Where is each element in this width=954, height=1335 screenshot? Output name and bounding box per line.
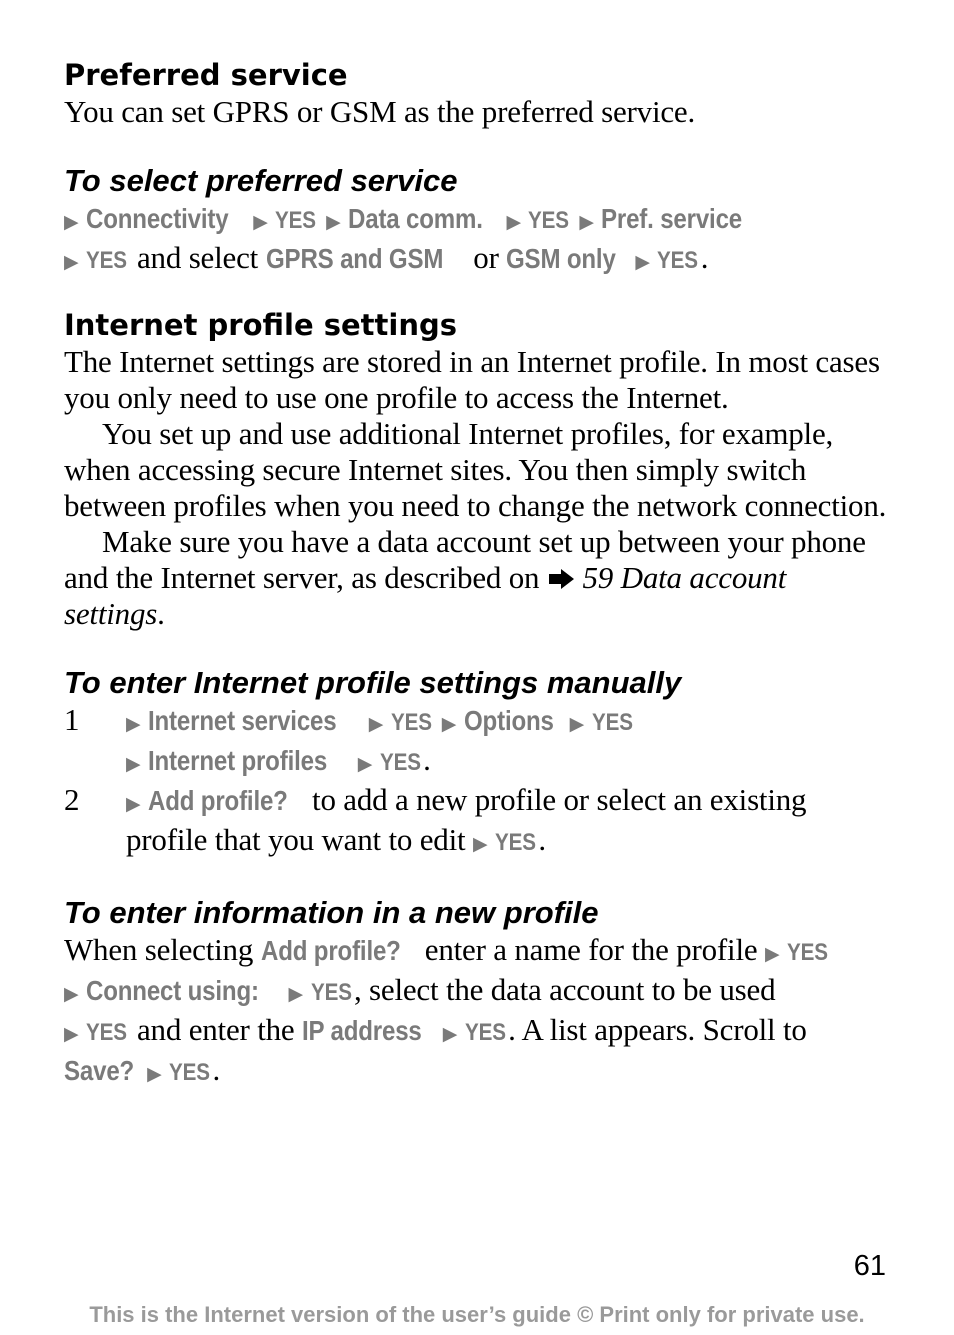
yes-key: YES [379, 749, 421, 776]
text-enter-name: enter a name for the profile [424, 932, 758, 967]
arrow-icon: ▶ [441, 713, 457, 735]
menu-internet-services: Internet services [147, 705, 337, 736]
text-and-select: and select [136, 240, 259, 275]
menu-ip-address: IP address [302, 1015, 422, 1046]
menu-data-comm: Data comm. [348, 203, 483, 234]
menu-connect-using: Connect using: [85, 975, 259, 1006]
yes-key: YES [310, 979, 352, 1006]
new-profile-instructions: When selecting Add profile? enter a name for the profile ▶ YES ▶ Connect using: ▶ YES, select the data account to be used ▶ YES and enter the IP address ▶ YES. A list appears. Scroll to Save? ▶ YES. [64, 932, 894, 1092]
arrow-icon: ▶ [579, 211, 594, 233]
yes-key: YES [591, 709, 633, 736]
internet-paragraph-3: Make sure you have a data account set up between your phone and the Internet server, as described on 59 Data account settings. [64, 524, 866, 631]
yes-key: YES [464, 1019, 506, 1046]
text-select-account: , select the data account to be used [353, 972, 776, 1007]
arrow-icon: ▶ [764, 943, 780, 965]
preferred-service-body: You can set GPRS or GSM as the preferred service. [64, 94, 696, 129]
yes-key: YES [85, 1019, 127, 1046]
menu-options: Options [463, 705, 554, 736]
menu-gprs-and-gsm: GPRS and GSM [265, 243, 443, 274]
menu-save: Save? [64, 1055, 135, 1086]
yes-key: YES [657, 247, 699, 274]
arrow-icon: ▶ [473, 833, 488, 855]
manual-steps [64, 702, 894, 862]
paragraph-3-text: Make sure you have a data account set up between your phone and the Internet server, as described on [64, 524, 866, 595]
arrow-icon: ▶ [64, 251, 79, 273]
text-when-selecting: When selecting [64, 932, 254, 967]
arrow-icon: ▶ [368, 713, 384, 735]
proc-title-enter-manually: To enter Internet profile settings manually [64, 665, 682, 700]
arrow-icon: ▶ [569, 713, 585, 735]
step-number: 1 [64, 702, 80, 737]
step-number: 2 [64, 782, 80, 817]
yes-key: YES [786, 939, 828, 966]
arrow-icon: ▶ [253, 211, 268, 233]
yes-key: YES [275, 207, 316, 234]
internet-paragraph-1: The Internet settings are stored in an Internet profile. In most cases you only need to use one profile to access the Internet. [64, 344, 880, 415]
text-or: or [473, 240, 499, 275]
arrow-icon: ▶ [64, 1023, 79, 1045]
step-1: ▶ Internet services ▶ YES ▶ Options ▶ YES ▶ Internet profiles ▶ YES. [126, 702, 894, 782]
internet-paragraph-2: You set up and use additional Internet profiles, for example, when accessing secure Internet sites. You then simply switch between profiles when you need to change the network connection. [64, 416, 887, 523]
cross-reference-link[interactable]: 59 Data account settings [64, 560, 787, 631]
menu-add-profile: Add profile? [147, 785, 288, 816]
proc-title-new-profile: To enter information in a new profile [64, 895, 599, 930]
footer-notice: This is the Internet version of the user’s guide © Print only for private use. [89, 1302, 865, 1327]
manual-page [64, 56, 894, 1092]
yes-key: YES [494, 829, 536, 856]
select-preferred-steps: ▶ Connectivity ▶ YES ▶ Data comm. ▶ YES ▶ Pref. service ▶ YES and select GPRS and GSM or GSM only ▶ YES. [64, 200, 894, 280]
arrow-icon: ▶ [147, 1063, 162, 1085]
proc-title-select-preferred: To select preferred service [64, 163, 458, 198]
step-2-text: to add a new profile or select an existing profile that you want to edit [126, 782, 807, 857]
menu-connectivity: Connectivity [85, 203, 229, 234]
arrow-icon: ▶ [326, 211, 341, 233]
arrow-icon: ▶ [288, 983, 303, 1005]
arrow-icon: ▶ [64, 983, 79, 1005]
pointing-arrow-icon [547, 568, 575, 590]
yes-key: YES [85, 247, 127, 274]
menu-gsm-only: GSM only [506, 243, 616, 274]
text-and-enter: and enter the [136, 1012, 295, 1047]
menu-pref-service: Pref. service [601, 203, 743, 234]
arrow-icon: ▶ [126, 713, 141, 735]
arrow-icon: ▶ [357, 753, 373, 775]
menu-add-profile: Add profile? [260, 935, 401, 966]
yes-key: YES [169, 1059, 210, 1086]
heading-preferred-service: Preferred service [64, 58, 348, 92]
page-number: 61 [853, 1250, 886, 1282]
step-2: ▶ Add profile? to add a new profile or select an existing profile that you want to edit ▶ YES. [126, 782, 894, 862]
arrow-icon: ▶ [126, 753, 141, 775]
arrow-icon: ▶ [506, 211, 521, 233]
yes-key: YES [528, 207, 570, 234]
heading-internet-profile-settings: Internet profile settings [64, 308, 457, 342]
arrow-icon: ▶ [635, 251, 650, 273]
menu-internet-profiles: Internet profiles [147, 745, 328, 776]
arrow-icon: ▶ [442, 1023, 458, 1045]
yes-key: YES [390, 709, 432, 736]
arrow-icon: ▶ [64, 211, 79, 233]
text-list-appears: . A list appears. Scroll to [508, 1012, 807, 1047]
arrow-icon: ▶ [126, 793, 141, 815]
